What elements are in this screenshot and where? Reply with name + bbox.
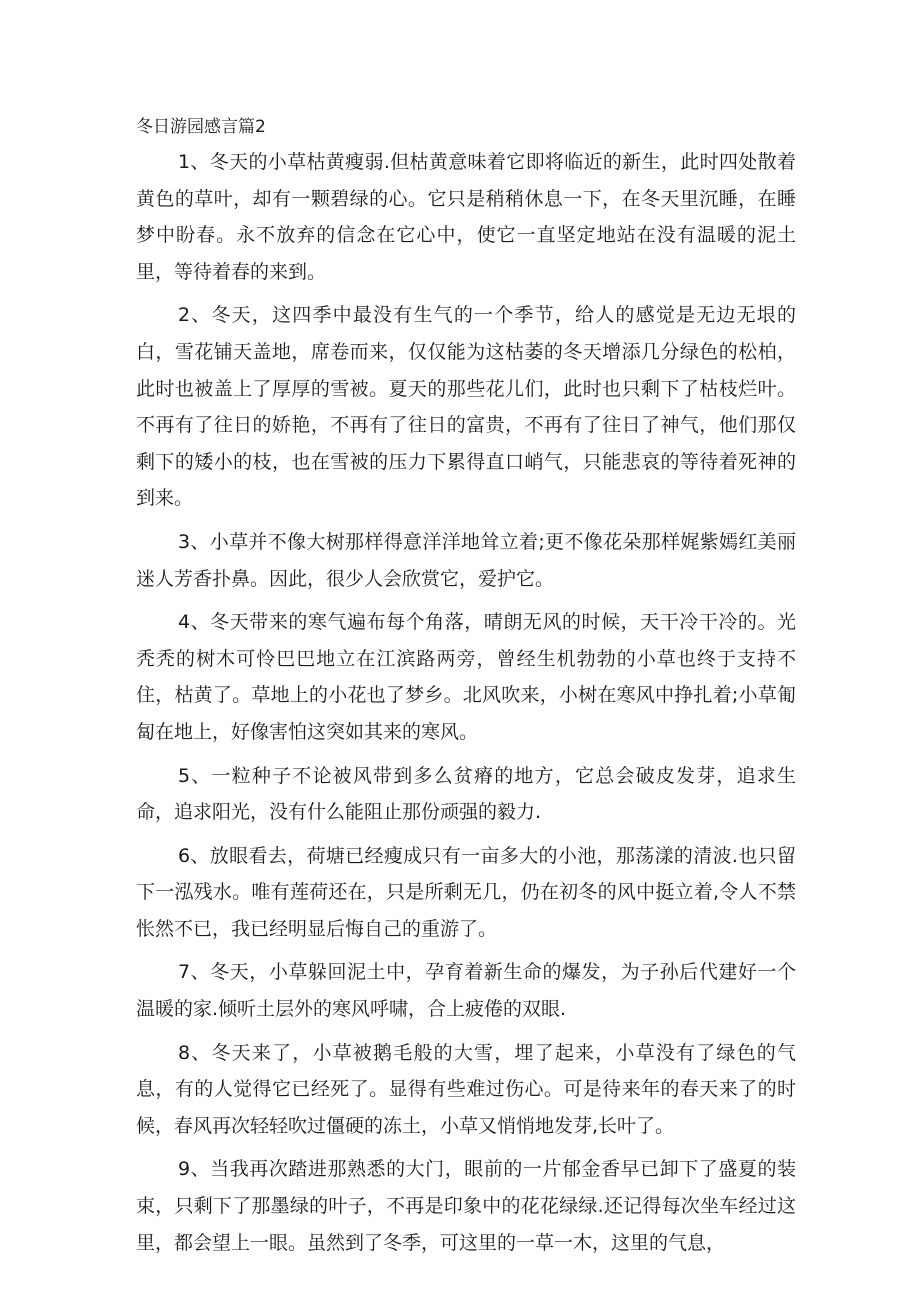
paragraph-3: 3、小草并不像大树那样得意洋洋地耸立着;更不像花朵那样娓紫嫣红美丽迷人芳香扑鼻。因此，很少人会欣赏它，爱护它。	[136, 530, 796, 590]
document-body	[136, 112, 796, 1268]
paragraph-6: 6、放眼看去，荷塘已经瘦成只有一亩多大的小池，那荡漾的清波.也只留下一泓残水。唯有莲荷还在，只是所剩无几，仍在初冬的风中挺立着,令人不禁怅然不已，我已经明显后悔自己的重游了。	[136, 844, 796, 940]
paragraph-7: 7、冬天，小草躲回泥土中，孕育着新生命的爆发，为子孙后代建好一个温暖的家.倾听土层外的寒风呼啸，合上疲倦的双眼.	[136, 961, 796, 1021]
paragraph-8: 8、冬天来了，小草被鹅毛般的大雪，埋了起来，小草没有了绿色的气息，有的人觉得它已经死了。显得有些难过伤心。可是待来年的春天来了的时候，春风再次轻轻吹过僵硬的冻土，小草又悄悄地发芽,长叶了。	[136, 1041, 796, 1137]
document-title: 冬日游园感言篇2	[136, 117, 266, 137]
paragraph-9: 9、当我再次踏进那熟悉的大门，眼前的一片郁金香早已卸下了盛夏的装束，只剩下了那墨绿的叶子，不再是印象中的花花绿绿.还记得每次坐车经过这里，都会望上一眼。虽然到了冬季，可这里的一草一木，这里的气息，	[136, 1158, 796, 1254]
paragraph-1: 1、冬天的小草枯黄瘦弱.但枯黄意味着它即将临近的新生，此时四处散着黄色的草叶，却有一颗碧绿的心。它只是稍稍休息一下，在冬天里沉睡，在睡梦中盼春。永不放弃的信念在它心中，使它一直坚定地站在没有温暖的泥土里，等待着春的来到。	[136, 151, 796, 283]
paragraph-2: 2、冬天，这四季中最没有生气的一个季节，给人的感觉是无边无垠的白，雪花铺天盖地，席卷而来，仅仅能为这枯萎的冬天增添几分绿色的松柏，此时也被盖上了厚厚的雪被。夏天的那些花儿们，此时也只剩下了枯枝烂叶。不再有了往日的娇艳，不再有了往日的富贵，不再有了往日了神气，他们那仅剩下的矮小的枝，也在雪被的压力下累得直口峭气，只能悲哀的等待着死神的到来。	[136, 304, 796, 510]
paragraph-5: 5、一粒种子不论被风带到多么贫瘠的地方，它总会破皮发芽，追求生命，追求阳光，没有什么能阻止那份顽强的毅力.	[136, 764, 796, 824]
paragraph-4: 4、冬天带来的寒气遍布每个角落，晴朗无风的时候，天干冷干冷的。光秃秃的树木可怜巴巴地立在江滨路两旁，曾经生机勃勃的小草也终于支持不住，枯黄了。草地上的小花也了梦乡。北风吹来，小树在寒风中挣扎着;小草匍匐在地上，好像害怕这突如其来的寒风。	[136, 611, 796, 743]
